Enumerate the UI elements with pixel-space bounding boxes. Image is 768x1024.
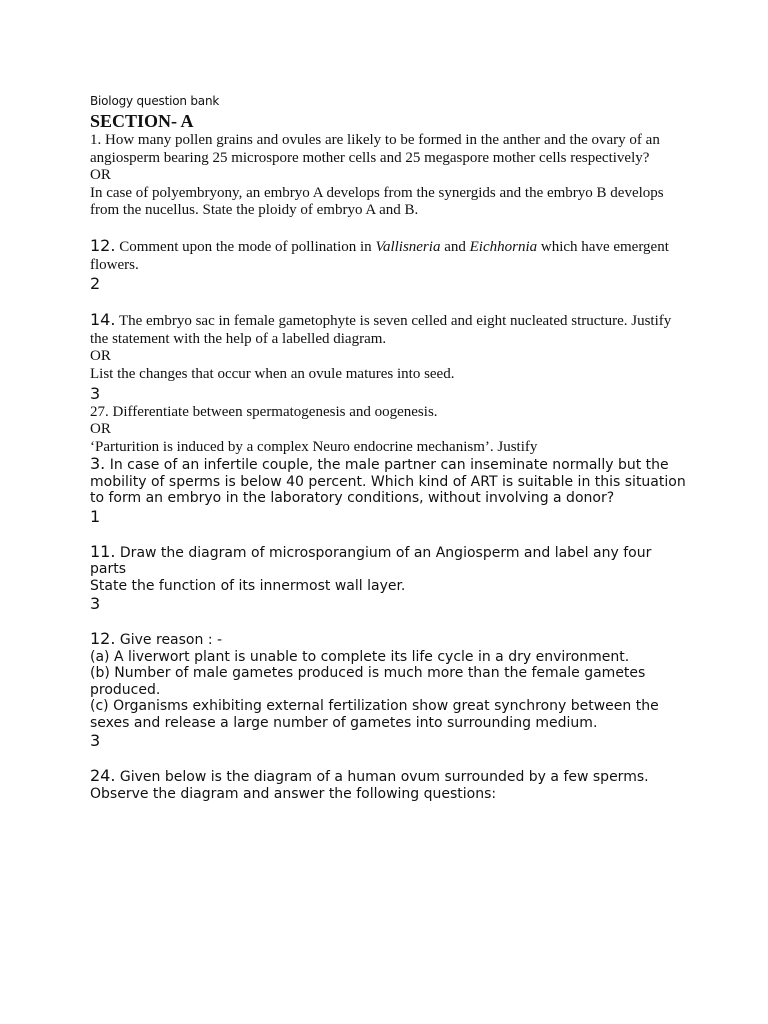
marks: 3	[90, 383, 101, 403]
question-text: The embryo sac in female gametophyte is seven celled and eight nucleated structure. Justify the statement with the help of a labelled diagram.	[90, 313, 672, 347]
question-text: In case of an infertile couple, the male partner can inseminate normally but the mobility of sperms is below 40 percent. Which kind of ART is suitable in this situation to form an embryo in the laboratory conditions, without involving a donor?	[90, 457, 686, 507]
question-1-alternative: In case of polyembryony, an embryo A develops from the synergids and the embryo B develops from the nucellus. State the ploidy of embryo A and B.	[90, 184, 664, 219]
question-3	[90, 456, 690, 507]
species-name-vallisneria: Vallisneria	[375, 238, 441, 255]
question-12-pollination	[90, 237, 690, 274]
question-text-end: which have emergent flowers.	[90, 238, 669, 273]
section-heading: SECTION- A	[90, 111, 194, 131]
question-27: 27. Differentiate between spermatogenesis and oogenesis.	[90, 403, 438, 420]
question-number: 3.	[90, 454, 106, 474]
question-number: 24.	[90, 766, 116, 786]
reason-c: (c) Organisms exhibiting external fertilization show great synchrony between the sexes and release a large number of gametes into surrounding medium.	[90, 698, 659, 731]
question-number: 12.	[90, 629, 116, 649]
marks: 3	[90, 594, 101, 614]
question-14	[90, 311, 690, 348]
document-title: Biology question bank	[90, 94, 220, 108]
question-1-or: OR	[90, 167, 111, 184]
reason-b: (b) Number of male gametes produced is much more than the female gametes produced.	[90, 665, 646, 698]
reason-a: (a) A liverwort plant is unable to complete its life cycle in a dry environment.	[90, 648, 630, 665]
question-11	[90, 541, 690, 578]
marks: 2	[90, 274, 101, 294]
question-text: Give reason : -	[119, 632, 223, 649]
conjunction: and	[444, 238, 466, 255]
marks: 1	[90, 506, 101, 526]
species-name-eichhornia: Eichhornia	[469, 238, 538, 255]
question-number: 12.	[90, 235, 116, 255]
question-text: Given below is the diagram of a human ovum surrounded by a few sperms. Observe the diagram and answer the following questions:	[90, 769, 649, 802]
question-14-or: OR	[90, 348, 111, 365]
question-1: 1. How many pollen grains and ovules are likely to be formed in the anther and the ovary of an angiosperm bearing 25 microspore mother cells and 25 megaspore mother cells respectively?	[90, 132, 660, 166]
question-text: Draw the diagram of microsporangium of an Angiosperm and label any four parts	[90, 544, 652, 578]
question-11-line-2: State the function of its innermost wall layer.	[90, 577, 406, 594]
question-text: Comment upon the mode of pollination in	[119, 238, 372, 255]
question-number: 11.	[90, 541, 116, 561]
question-27-alternative: ‘Parturition is induced by a complex Neuro endocrine mechanism’. Justify	[90, 438, 538, 455]
question-14-alternative: List the changes that occur when an ovule matures into seed.	[90, 365, 455, 382]
question-number: 14.	[90, 310, 116, 330]
document-body	[90, 93, 690, 802]
question-24	[90, 768, 690, 802]
marks: 3	[90, 731, 101, 751]
question-27-or: OR	[90, 421, 111, 438]
question-12-give-reason	[90, 631, 690, 649]
